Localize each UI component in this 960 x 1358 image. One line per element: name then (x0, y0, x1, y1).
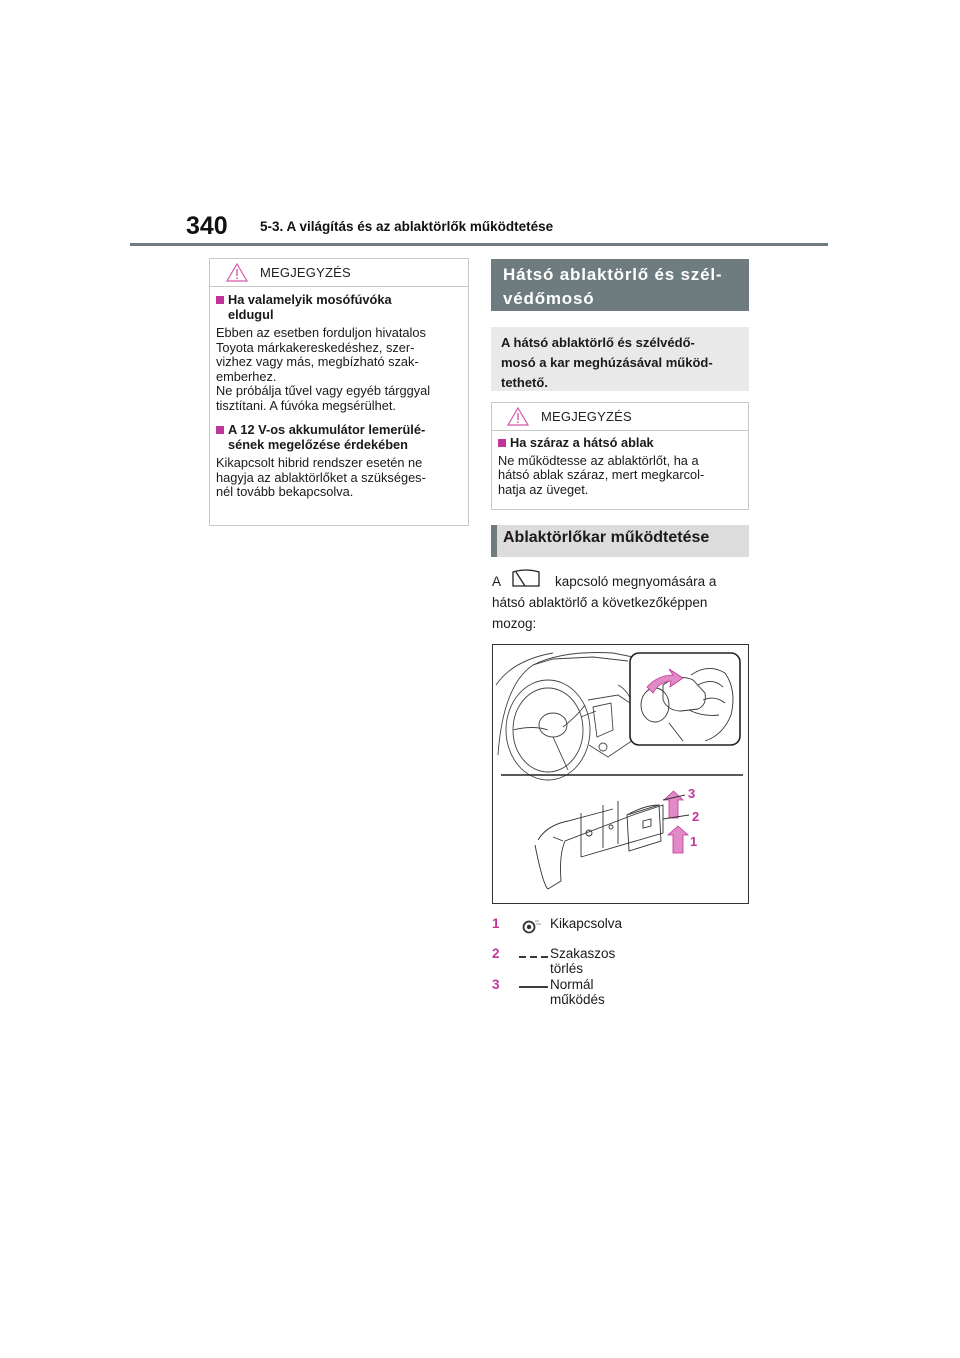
text-line: Ne próbálja tűvel vagy egyéb tárggyal (216, 383, 431, 398)
dashboard-sketch (496, 653, 633, 781)
sub-heading-text: Ablaktörlőkar működtetése (503, 529, 710, 546)
note-item-title-line: Ha száraz a hátsó ablak (510, 435, 654, 450)
legend-number: 2 (492, 946, 500, 961)
left-note-box (209, 258, 469, 526)
body-text (492, 571, 752, 634)
legend-number: 1 (492, 916, 500, 931)
legend-text: Kikapcsolva (550, 916, 623, 931)
left-note-header (210, 259, 468, 287)
legend-number: 3 (492, 977, 500, 992)
illustration-drawing (493, 645, 748, 903)
right-note-header (492, 403, 748, 431)
bullet-square-icon (216, 296, 224, 304)
body-line-2: hátsó ablaktörlő a következőképpen (492, 595, 708, 610)
warning-triangle-icon (226, 263, 248, 282)
note-item-title-line: A 12 V-os akkumulátor lemerülé- (228, 422, 426, 437)
text-line: Ne működtesse az ablaktörlőt, ha a (498, 452, 699, 468)
note-item-title (216, 423, 462, 452)
section-title: 5-3. A világítás és az ablaktörlők működtetése (260, 219, 554, 234)
note-item-text (216, 456, 462, 500)
wiper-lever-illustration (492, 644, 749, 904)
text-line: hagyja az ablaktörlőket a szükséges- (216, 469, 426, 485)
note-item-text (216, 326, 462, 413)
intro-line: A hátsó ablaktörlő és szélvédő- (501, 335, 695, 350)
lever-sketch (535, 801, 663, 889)
sub-heading (491, 525, 749, 557)
text-line: Ebben az esetben forduljon hivatalos (216, 325, 426, 340)
text-line: hátsó ablak száraz, mert megkarcol- (498, 467, 705, 482)
text-line: nél tovább bekapcsolva. (216, 484, 354, 499)
body-line-3: mozog: (492, 616, 537, 631)
intermittent-dashes-icon (519, 948, 549, 964)
note-item-title (216, 293, 462, 322)
body-prefix: A (492, 574, 502, 589)
zoom-inset (630, 653, 740, 745)
sub-heading-bar (491, 525, 497, 557)
right-note-box (491, 402, 749, 510)
main-heading (491, 259, 749, 311)
intro-box (491, 327, 749, 391)
intro-line: mosó a kar meghúzásával működ- (501, 355, 713, 370)
note-item-text (498, 454, 742, 498)
main-heading-line: Hátsó ablaktörlő és szél- (503, 265, 723, 284)
text-line: Toyota márkakereskedéshez, szer- (216, 339, 415, 355)
normal-line-icon (519, 979, 549, 995)
bullet-square-icon (216, 426, 224, 434)
callout-label: 3 (688, 786, 696, 801)
arrow-up-icon (668, 826, 688, 853)
direction-arrows (663, 791, 689, 853)
text-line: tisztítani. A fúvóka megsérülhet. (216, 397, 396, 413)
note-item-title-line: sének megelőzése érdekében (228, 436, 408, 452)
page-number: 340 (186, 212, 228, 240)
note-label: MEGJEGYZÉS (541, 409, 632, 424)
header-rule (130, 243, 828, 246)
text-line: vizhez vagy más, megbízható szak- (216, 354, 419, 369)
text-line: hatja az üveget. (498, 481, 589, 497)
note-item-title-line: eldugul (228, 306, 274, 322)
bullet-square-icon (498, 439, 506, 447)
legend-text: Szakaszos törlés (550, 946, 616, 976)
off-icon (519, 918, 543, 934)
right-note-body (492, 431, 748, 505)
warning-triangle-icon (507, 407, 529, 426)
text-line: emberhez. (216, 368, 277, 384)
rear-wiper-switch-icon (512, 568, 540, 588)
arrow-up-icon (664, 791, 683, 818)
note-item-title-line: Ha valamelyik mosófúvóka (228, 292, 392, 307)
callout-label: 2 (692, 809, 700, 824)
left-note-body (210, 287, 468, 508)
note-item-title (498, 436, 742, 451)
main-heading-line: védőmosó (503, 289, 595, 308)
text-line: Kikapcsolt hibrid rendszer esetén ne (216, 455, 423, 470)
intro-line: tethető. (501, 375, 548, 390)
legend-text: Normál működés (550, 977, 605, 1007)
callout-label: 1 (690, 834, 698, 849)
note-label: MEGJEGYZÉS (260, 265, 351, 280)
body-line-1: kapcsoló megnyomására a (555, 574, 717, 589)
